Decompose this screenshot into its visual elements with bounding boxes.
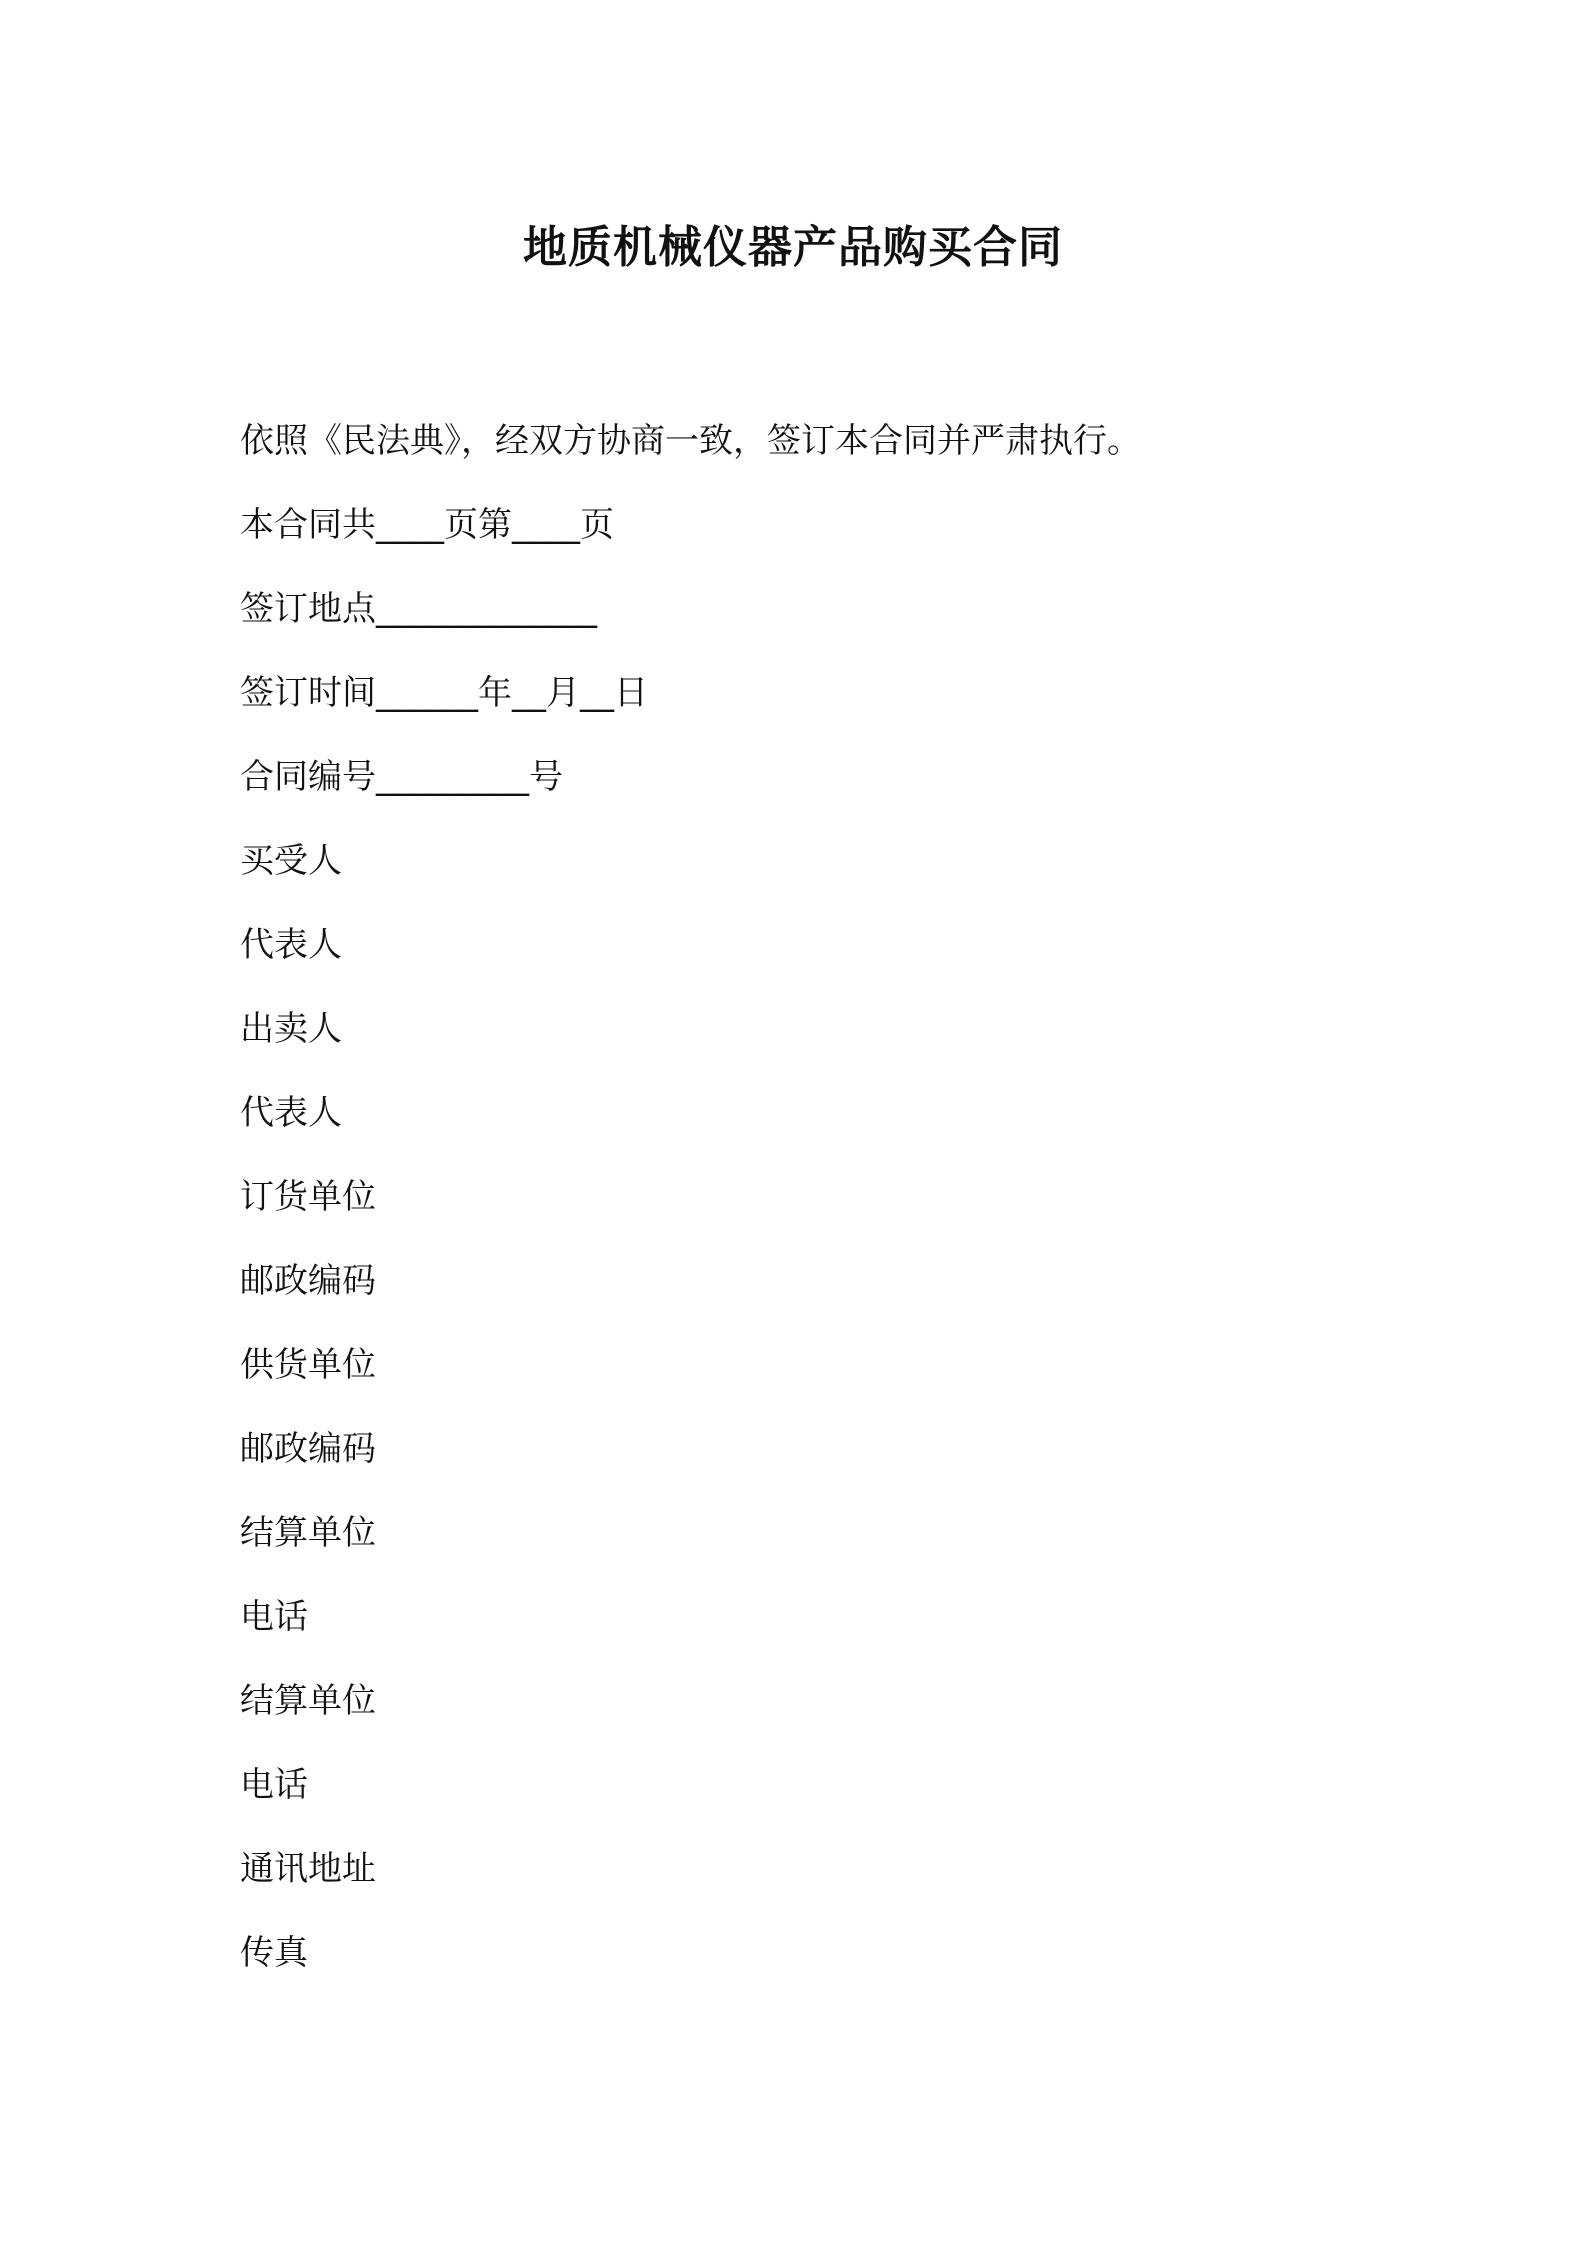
seller-representative-label: 代表人: [240, 1093, 342, 1133]
supplier-unit-label: 供货单位: [240, 1345, 376, 1385]
ordering-unit-label: 订货单位: [240, 1177, 376, 1217]
mailing-address-label: 通讯地址: [240, 1849, 376, 1889]
settlement-phone-label: 电话: [240, 1597, 308, 1637]
seller-label: 出卖人: [240, 1009, 342, 1049]
contract-number-field: 合同编号_________号: [240, 757, 563, 797]
buyer-representative-label: 代表人: [240, 925, 342, 965]
settlement-unit-label: 结算单位: [240, 1513, 376, 1553]
settlement-phone-label-2: 电话: [240, 1765, 308, 1805]
buyer-label: 买受人: [240, 841, 342, 881]
signing-place-field: 签订地点_____________: [240, 589, 597, 629]
ordering-postal-code-label: 邮政编码: [240, 1261, 376, 1301]
fax-label: 传真: [240, 1933, 308, 1973]
document-title: 地质机械仪器产品购买合同: [523, 222, 1063, 273]
document-body: [240, 399, 1380, 1995]
page-count-field: 本合同共____页第____页: [240, 505, 614, 545]
intro-statement: 依照《民法典》，经双方协商一致，签订本合同并严肃执行。: [240, 421, 1141, 461]
supplier-postal-code-label: 邮政编码: [240, 1429, 376, 1469]
signing-date-field: 签订时间______年__月__日: [240, 673, 648, 713]
settlement-unit-label-2: 结算单位: [240, 1681, 376, 1721]
